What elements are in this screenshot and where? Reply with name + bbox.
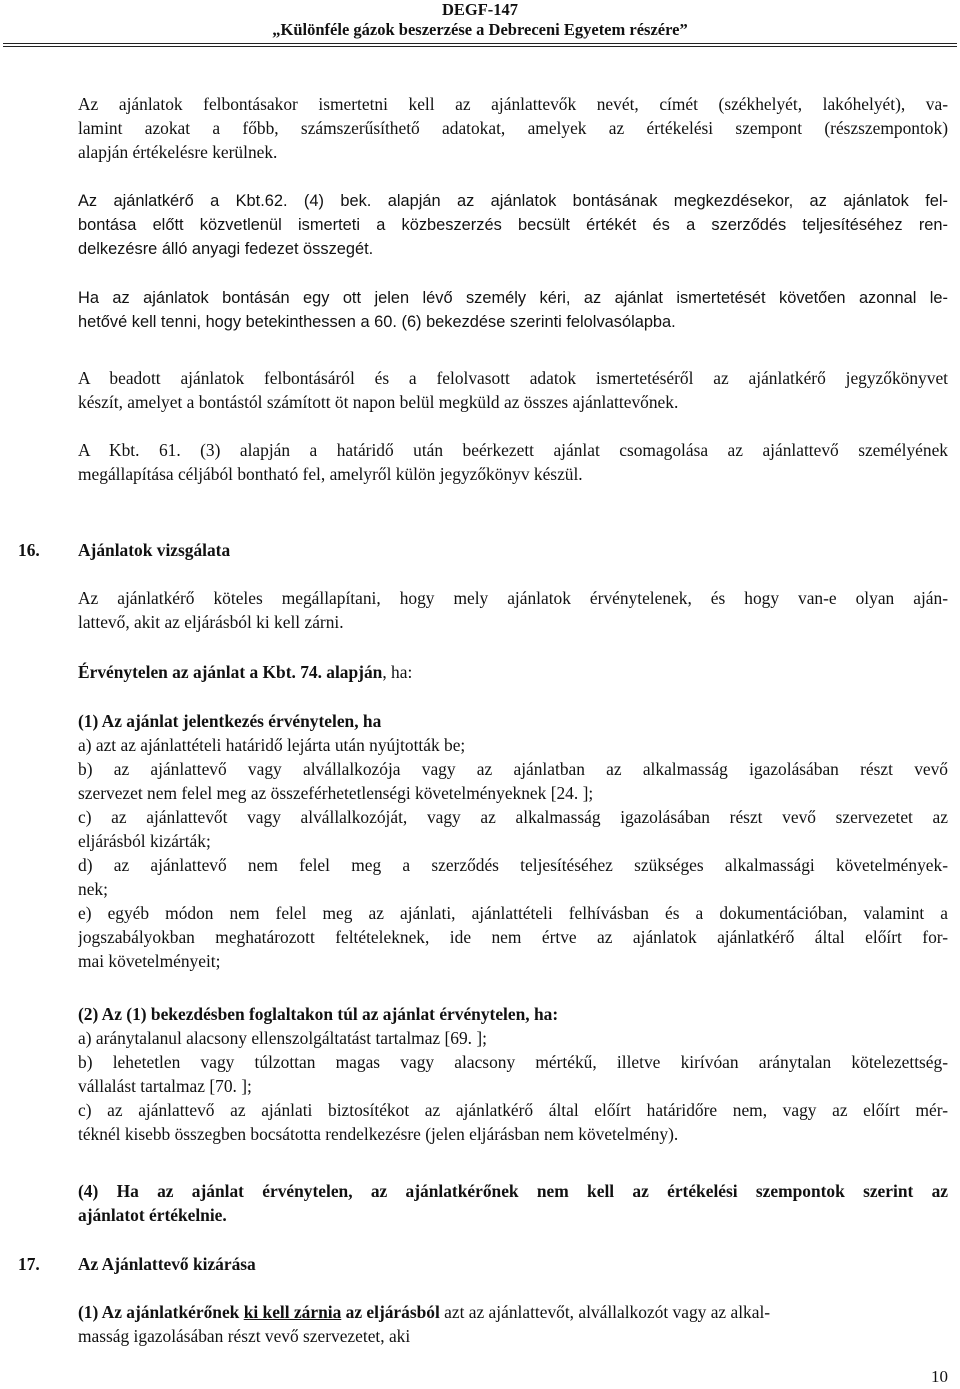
header-rule-bottom <box>3 46 957 47</box>
bold-run: az eljárásból <box>341 1302 440 1322</box>
paragraph-inspection <box>78 286 948 334</box>
list-item: vállalást tartalmaz [70. ]; <box>78 1076 252 1096</box>
text-line: Az ajánlatok felbontásakor ismertetni kell az ajánlattevők nevét, címét (székhelyét, lakóhelyét), va- <box>78 94 948 114</box>
invalid-heading-bold: Érvénytelen az ajánlat a Kbt. 74. alapján <box>78 662 383 682</box>
underlined-run: ki kell zárnia <box>243 1302 342 1322</box>
section17-paragraph <box>78 1300 948 1348</box>
text-line: Az ajánlatkérő köteles megállapítani, hogy mely ajánlatok érvénytelenek, és hogy van-e olyan aján- <box>78 588 948 608</box>
list-item: d) az ajánlattevő nem felel meg a szerződés teljesítéséhez szükséges alkalmassági követelmények- <box>78 855 948 875</box>
invalid-heading-rest: , ha: <box>382 662 413 682</box>
page-number: 10 <box>931 1367 948 1386</box>
subsection-4 <box>78 1179 948 1227</box>
paragraph-late-bids <box>78 438 948 486</box>
text-line: bontása előtt közvetlenül ismerteti a közbeszerzés becsült értékét és a szerződés teljesítéséhez ren- <box>78 216 948 234</box>
document-title: „Különféle gázok beszerzése a Debreceni Egyetem részére” <box>272 20 688 39</box>
subsection-1 <box>78 709 948 973</box>
list-item: szervezet nem felel meg az összeférhetetlenségi követelményeknek [24. ]; <box>78 783 594 803</box>
subsection-2 <box>78 1002 948 1146</box>
text-line: A Kbt. 61. (3) alapján a határidő után beérkezett ajánlat csomagolása az ajánlattevő személyének <box>78 440 948 460</box>
text-line: Ha az ajánlatok bontásán egy ott jelen lévő személy kéri, az ajánlat ismertetését követően azonnal le- <box>78 289 948 307</box>
section16-intro <box>78 586 948 634</box>
list-item: a) aránytalanul alacsony ellenszolgáltatást tartalmaz [69. ]; <box>78 1028 487 1048</box>
list-item: e) egyéb módon nem felel meg az ajánlati, ajánlattételi felhívásban és a dokumentációban, valamint a <box>78 903 948 923</box>
text-line: alapján értékelésre kerülnek. <box>78 142 278 162</box>
text-line: hetővé kell tenni, hogy betekinthessen a 60. (6) bekezdése szerinti felolvasólapba. <box>78 313 676 331</box>
list-item: mai követelményeit; <box>78 951 221 971</box>
subsection-1-heading: (1) Az ajánlat jelentkezés érvénytelen, ha <box>78 711 382 731</box>
list-item: c) az ajánlattevőt vagy alvállalkozóját, vagy az alkalmasság igazolásában részt vevő szervezetet az <box>78 807 948 827</box>
text-run: azt az ajánlattevőt, alvállalkozót vagy az alkal- <box>439 1302 771 1322</box>
section-number-16: 16. <box>18 540 40 560</box>
header-rule-top <box>3 43 957 44</box>
list-item: eljárásból kizárták; <box>78 831 211 851</box>
list-item: nek; <box>78 879 108 899</box>
text-line: ajánlatot értékelnie. <box>78 1205 227 1225</box>
subsection-2-heading: (2) Az (1) bekezdésben foglaltakon túl az ajánlat érvénytelen, ha: <box>78 1004 559 1024</box>
paragraph-estimated-value <box>78 189 948 261</box>
section-title-16: Ajánlatok vizsgálata <box>78 540 231 560</box>
text-line: készít, amelyet a bontástól számított öt napon belül megküld az összes ajánlattevőnek. <box>78 392 679 412</box>
text-line: lamint azokat a főbb, számszerűsíthető adatokat, amelyek az értékelési szempont (részszempontok) <box>78 118 948 138</box>
text-line: delkezésre álló anyagi fedezet összegét. <box>78 240 374 258</box>
list-item: téknél kisebb összegben bocsátotta rendelkezésre (jelen eljárásban nem követelmény). <box>78 1124 679 1144</box>
list-item: a) azt az ajánlattételi határidő lejárta után nyújtották be; <box>78 735 466 755</box>
list-item: b) az ajánlattevő vagy alvállalkozója vagy az ajánlatban az alkalmasság igazolásában részt vevő <box>78 759 948 779</box>
paragraph-minutes <box>78 366 948 414</box>
text-line: (4) Ha az ajánlat érvénytelen, az ajánlatkérőnek nem kell az értékelési szempontok szerint az <box>78 1181 948 1201</box>
invalid-heading <box>78 660 948 684</box>
list-item: c) az ajánlattevő az ajánlati biztosítékot az ajánlatkérő által előírt határidőre nem, vagy az előírt mér- <box>78 1100 948 1120</box>
paragraph-opening-info <box>78 92 948 164</box>
text-line: lattevő, akit az eljárásból ki kell zárni. <box>78 612 344 632</box>
document-id: DEGF-147 <box>441 0 519 19</box>
bold-run: (1) Az ajánlatkérőnek <box>78 1302 244 1322</box>
text-line: megállapítása céljából bontható fel, amelyről külön jegyzőkönyv készül. <box>78 464 583 484</box>
text-line: A beadott ajánlatok felbontásáról és a felolvasott adatok ismertetéséről az ajánlatkérő jegyzőkönyvet <box>78 368 948 388</box>
text-line <box>78 1300 948 1324</box>
text-line: masság igazolásában részt vevő szervezetet, aki <box>78 1326 411 1346</box>
list-item: jogszabályokban meghatározott feltételeknek, ide nem értve az ajánlatok ajánlatkérő által előírt for- <box>78 927 948 947</box>
text-line: Az ajánlatkérő a Kbt.62. (4) bek. alapján az ajánlatok bontásának megkezdésekor, az ajánlatok fel- <box>78 192 948 210</box>
section-number-17: 17. <box>18 1254 40 1274</box>
list-item: b) lehetetlen vagy túlzottan magas vagy alacsony mértékű, illetve kirívóan aránytalan kötelezettség- <box>78 1052 948 1072</box>
section-title-17: Az Ajánlattevő kizárása <box>78 1254 256 1274</box>
